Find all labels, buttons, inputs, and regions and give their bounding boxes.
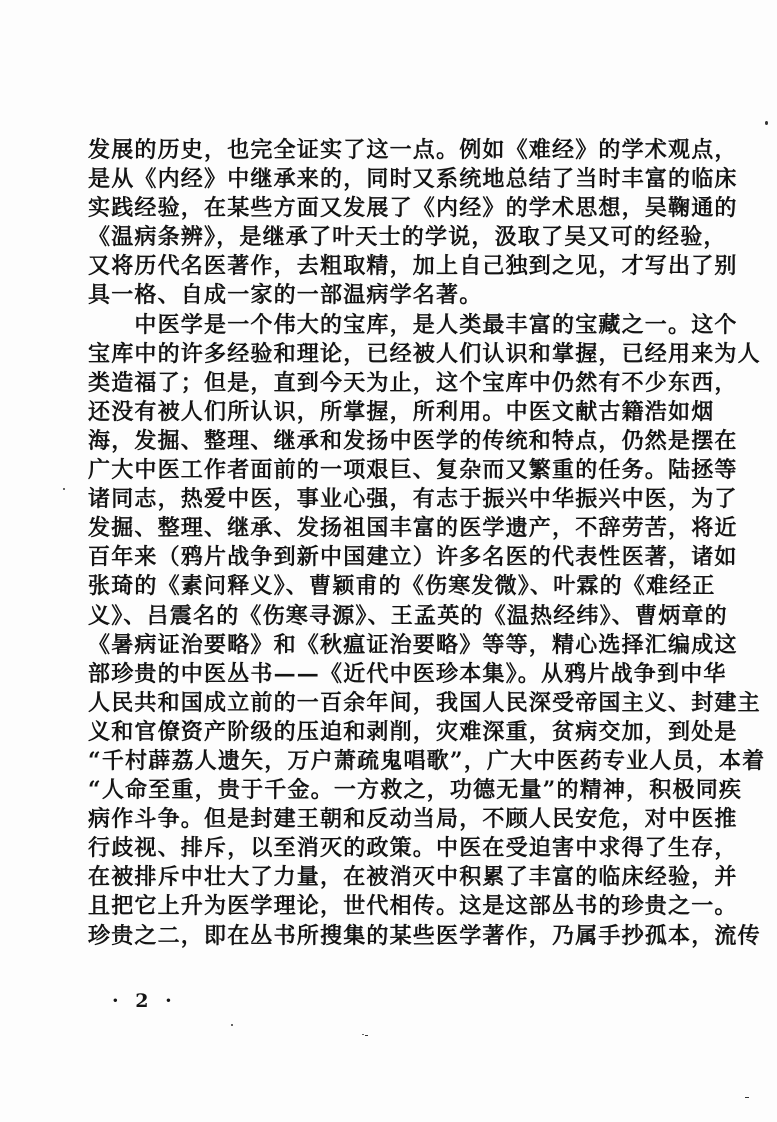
text-line: 诸同志，热爱中医，事业心强，有志于振兴中华振兴中医，为了 (88, 486, 738, 513)
scan-speck (231, 1024, 233, 1026)
text-line: 义和官僚资产阶级的压迫和剥削，灾难深重，贫病交加，到处是 (88, 718, 738, 745)
text-line: 又将历代名医著作，去粗取精，加上自己独到之见，才写出了别 (88, 253, 738, 280)
text-line: 百年来（鸦片战争到新中国建立）许多名医的代表性医著，诸如 (88, 544, 738, 571)
text-line: 发掘、整理、继承、发扬祖国丰富的医学遗产，不辞劳苦，将近 (88, 515, 738, 542)
text-line: 病作斗争。但是封建王朝和反动当局，不顾人民安危，对中医推 (88, 806, 738, 833)
text-line: 在被排斥中壮大了力量，在被消灭中积累了丰富的临床经验，并 (88, 864, 738, 891)
text-line: 《暑病证治要略》和《秋瘟证治要略》等等，精心选择汇编成这 (88, 631, 738, 658)
text-line: 广大中医工作者面前的一项艰巨、复杂而又繁重的任务。陆拯等 (88, 457, 738, 484)
text-line: 具一格、自成一家的一部温病学名著。 (88, 282, 483, 309)
text-line: 行歧视、排斥，以至消灭的政策。中医在受迫害中求得了生存， (88, 835, 738, 862)
body-text (88, 136, 766, 951)
text-line: 珍贵之二，即在丛书所搜集的某些医学著作，乃属手抄孤本，流传 (88, 922, 761, 949)
text-line: 《温病条辨》，是继承了叶天士的学说，汲取了吴又可的经验， (88, 224, 727, 251)
scan-speck (362, 1034, 364, 1035)
text-line: 部珍贵的中医丛书——《近代中医珍本集》。从鸦片战争到中华 (88, 660, 727, 687)
text-line: 义》、吕震名的《伤寒寻源》、王孟英的《温热经纬》、曹炳章的 (88, 602, 728, 629)
text-line: 是从《内经》中继承来的，同时又系统地总结了当时丰富的临床 (88, 166, 738, 193)
text-line: “人命至重，贵于千金。一方救之，功德无量”的精神，积极同疾 (88, 777, 743, 804)
text-line: 人民共和国成立前的一百余年间，我国人民深受帝国主义、封建主 (88, 689, 761, 716)
text-line: 中医学是一个伟大的宝库，是人类最丰富的宝藏之一。这个 (88, 311, 738, 338)
scan-speck (365, 1035, 368, 1036)
text-line: “千村薜荔人遗矢，万户萧疏鬼唱歌”，广大中医药专业人员，本着 (88, 747, 766, 774)
text-line: 类造福了；但是，直到今天为止，这个宝库中仍然有不少东西， (88, 369, 738, 396)
scan-speck (745, 1097, 749, 1098)
text-line: 还没有被人们所认识，所掌握，所利用。中医文献古籍浩如烟 (88, 398, 715, 425)
text-line: 海，发掘、整理、继承和发扬中医学的传统和特点，仍然是摆在 (88, 427, 738, 454)
scan-speck (765, 121, 768, 125)
text-line: 且把它上升为医学理论，世代相传。这是这部丛书的珍贵之一。 (88, 893, 738, 920)
text-line: 发展的历史，也完全证实了这一点。例如《难经》的学术观点， (88, 137, 738, 163)
page-number: · 2 · (112, 990, 174, 1012)
text-line: 实践经验，在某些方面又发展了《内经》的学术思想，吴鞠通的 (88, 195, 738, 222)
text-line: 宝库中的许多经验和理论，已经被人们认识和掌握，已经用来为人 (88, 340, 761, 367)
scan-speck (63, 488, 65, 490)
text-line: 张琦的《素问释义》、曹颖甫的《伤寒发微》、叶霖的《难经正 (88, 573, 716, 600)
